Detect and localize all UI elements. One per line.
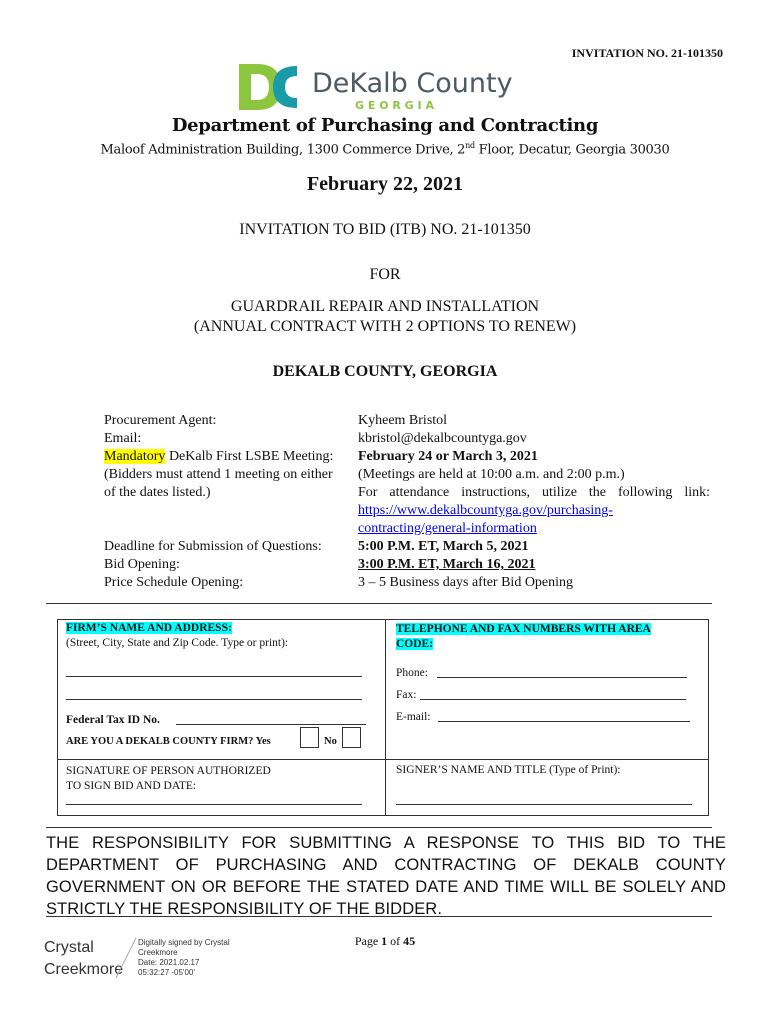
- firm-heading: FIRM’S NAME AND ADDRESS:: [66, 622, 232, 634]
- signature-label: SIGNATURE OF PERSON AUTHORIZED TO SIGN BID AND DATE:: [66, 765, 271, 792]
- meeting-label: Mandatory DeKalb First LSBE Meeting:: [104, 449, 334, 464]
- bid-title-line1: GUARDRAIL REPAIR AND INSTALLATION: [230, 298, 540, 315]
- section-divider: [46, 603, 712, 604]
- questions-deadline: 5:00 P.M. ET, March 5, 2021: [358, 539, 529, 554]
- attendance-instructions: For attendance instructions, utilize the following link:: [358, 485, 710, 500]
- logo-main-text: DeKalb County: [312, 68, 513, 99]
- meeting-times: (Meetings are held at 10:00 a.m. and 2:00 p.m.): [358, 467, 625, 482]
- info-link-line2[interactable]: contracting/general-information: [358, 521, 537, 536]
- phone-field[interactable]: [437, 667, 687, 678]
- firm-address-field[interactable]: [66, 689, 362, 700]
- signer-field[interactable]: [396, 794, 692, 805]
- meeting-note-1: (Bidders must attend 1 meeting on either: [104, 467, 333, 482]
- email-form-label: E-mail:: [396, 711, 431, 723]
- invitation-number: INVITATION NO. 21-101350: [571, 46, 723, 60]
- county-heading: DEKALB COUNTY, GEORGIA: [272, 363, 498, 380]
- email-field[interactable]: [438, 711, 690, 722]
- bid-title-line2: (ANNUAL CONTRACT WITH 2 OPTIONS TO RENEW): [193, 318, 577, 335]
- meeting-note-2: of the dates listed.): [104, 485, 211, 500]
- for-label: FOR: [369, 266, 401, 283]
- opening-label: Bid Opening:: [104, 557, 180, 572]
- fax-label: Fax:: [396, 689, 417, 701]
- phone-label: Phone:: [396, 667, 428, 679]
- opening-value: 3:00 P.M. ET, March 16, 2021: [358, 557, 536, 572]
- no-label: No: [324, 736, 337, 747]
- email-value: kbristol@dekalbcountyga.gov: [358, 431, 527, 446]
- price-value: 3 – 5 Business days after Bid Opening: [358, 575, 574, 590]
- digital-signature-details: Digitally signed by Crystal Creekmore Date: 2021.02.17 05:32:27 -05'00': [138, 938, 230, 977]
- meeting-value: February 24 or March 3, 2021: [358, 449, 538, 464]
- signature-field[interactable]: [66, 794, 362, 805]
- responsibility-bottom-rule: [46, 916, 712, 917]
- fax-field[interactable]: [420, 689, 686, 700]
- price-label: Price Schedule Opening:: [104, 575, 244, 590]
- agent-value: Kyheem Bristol: [358, 413, 448, 428]
- tax-id-field[interactable]: [176, 714, 366, 725]
- form-column-divider: [385, 619, 386, 816]
- no-checkbox[interactable]: [342, 727, 361, 748]
- tax-id-label: Federal Tax ID No.: [66, 714, 160, 726]
- department-address: Maloof Administration Building, 1300 Commerce Drive, 2nd Floor, Decatur, Georgia 30030: [100, 141, 670, 158]
- issue-date: February 22, 2021: [306, 173, 464, 195]
- digital-signature-name: Crystal Creekmore: [44, 939, 124, 978]
- responsibility-top-rule: [46, 827, 712, 828]
- firm-subheading: (Street, City, State and Zip Code. Type or print):: [66, 637, 289, 649]
- email-label: Email:: [104, 431, 142, 446]
- department-name: Department of Purchasing and Contracting: [171, 115, 599, 136]
- info-link-line1[interactable]: https://www.dekalbcountyga.gov/purchasing-: [358, 503, 613, 518]
- logo-sub-text: G E O R G I A: [355, 99, 434, 112]
- agent-label: Procurement Agent:: [104, 413, 217, 428]
- yes-checkbox[interactable]: [300, 727, 319, 748]
- itb-number: INVITATION TO BID (ITB) NO. 21-101350: [239, 221, 531, 238]
- responsibility-statement: THE RESPONSIBILITY FOR SUBMITTING A RESPONSE TO THIS BID TO THE DEPARTMENT OF PURCHASING AND CONTRACTING OF DEKALB COUNTY GOVERNMENT ON OR BEFORE THE STATED DATE AND TIME WILL BE SOLELY AND STRICTLY THE RESPONSIBILITY OF THE BIDDER.: [46, 834, 726, 918]
- signer-label: SIGNER’S NAME AND TITLE (Type of Print):: [396, 764, 621, 776]
- form-row-divider: [57, 759, 709, 760]
- dekalb-county-logo: [237, 62, 537, 112]
- page-number: Page 1 of 45: [354, 934, 416, 948]
- questions-label: Deadline for Submission of Questions:: [104, 539, 322, 554]
- dekalb-firm-question: ARE YOU A DEKALB COUNTY FIRM? Yes: [66, 736, 271, 747]
- phone-heading: TELEPHONE AND FAX NUMBERS WITH AREA CODE:: [396, 623, 651, 650]
- firm-name-field[interactable]: [66, 666, 362, 677]
